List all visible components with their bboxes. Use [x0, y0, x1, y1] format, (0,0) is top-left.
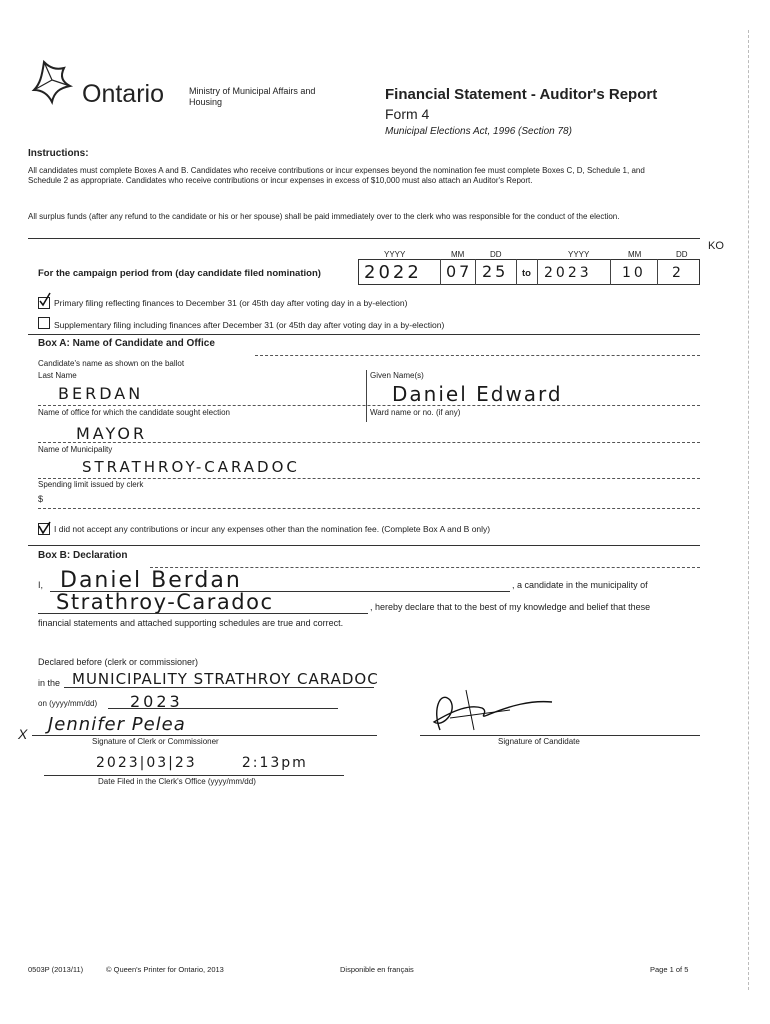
- box-a-heading: Box A: Name of Candidate and Office: [38, 338, 215, 349]
- spending-limit-label: Spending limit issued by clerk: [38, 480, 144, 489]
- spending-limit-value[interactable]: $: [38, 494, 44, 504]
- from-year[interactable]: 2022: [364, 262, 422, 283]
- date-filed-value[interactable]: 2023|03|23 2:13pm: [96, 755, 308, 771]
- given-names-label: Given Name(s): [370, 371, 424, 380]
- check-mark-icon: [38, 292, 52, 308]
- declaration-candidate-suffix: , a candidate in the municipality of: [512, 580, 648, 590]
- footer-form-code: 0503P (2013/11): [28, 965, 84, 974]
- date-filed-label: Date Filed in the Clerk's Office (yyyy/mm/dd): [98, 777, 256, 786]
- in-the-value[interactable]: MUNICIPALITY STRATHROY CARADOC: [72, 670, 379, 688]
- instructions-para2: All surplus funds (after any refund to the candidate or his or her spouse) shall be paid immediately over to the clerk who was responsible for the conduct of the election.: [28, 212, 620, 221]
- ballot-note: Candidate's name as shown on the ballot: [38, 359, 185, 368]
- declaration-text2: financial statements and attached supporting schedules are true and correct.: [38, 618, 344, 628]
- instructions-para1: All candidates must complete Boxes A and B. Candidates who receive contributions or incur expenses beyond the nomination fee must complete Boxes C, D, Schedule 1, and Schedule 2 as appropriate. Candidates who receive contributions or incur expenses in excess of $10,000 must also attach an Auditor's Report.: [28, 166, 645, 185]
- office-label: Name of office for which the candidate sought election: [38, 408, 230, 417]
- primary-filing-checkbox[interactable]: [38, 297, 50, 309]
- check-mark-icon: [38, 520, 52, 536]
- campaign-period-label: For the campaign period from (day candidate filed nomination): [38, 268, 321, 279]
- col-mm-to: MM: [628, 250, 642, 259]
- municipality-label: Name of Municipality: [38, 445, 113, 454]
- col-dd-to: DD: [676, 250, 688, 259]
- to-label: to: [522, 268, 531, 279]
- to-month[interactable]: 10: [622, 265, 646, 281]
- no-contributions-checkbox[interactable]: [38, 523, 50, 535]
- on-date-label: on (yyyy/mm/dd): [38, 699, 98, 708]
- last-name-value[interactable]: BERDAN: [58, 384, 144, 403]
- declared-before-label: Declared before (clerk or commissioner): [38, 657, 199, 667]
- from-month[interactable]: 07: [446, 262, 473, 281]
- trillium-icon: [30, 58, 76, 106]
- footer-copyright: © Queen's Printer for Ontario, 2013: [106, 965, 224, 974]
- col-dd-from: DD: [490, 250, 502, 259]
- form-act: Municipal Elections Act, 1996 (Section 78): [385, 126, 572, 137]
- footer-french: Disponible en français: [340, 965, 414, 974]
- primary-filing-label: Primary filing reflecting finances to December 31 (or 45th day after voting day in a by-election): [54, 298, 408, 308]
- form-title: Financial Statement - Auditor's Report: [385, 86, 658, 103]
- ontario-logo: [30, 58, 180, 108]
- declaration-text: , hereby declare that to the best of my knowledge and belief that these: [370, 602, 651, 612]
- col-yyyy-to: YYYY: [568, 250, 590, 259]
- clerk-signature[interactable]: Jennifer Pelea: [48, 714, 186, 735]
- clerk-signature-label: Signature of Clerk or Commissioner: [92, 737, 219, 746]
- last-name-label: Last Name: [38, 371, 77, 380]
- declaration-municipality[interactable]: Strathroy-Caradoc: [56, 590, 274, 614]
- candidate-signature[interactable]: [410, 670, 560, 740]
- to-day[interactable]: 2: [672, 265, 684, 281]
- margin-mark: KO: [708, 240, 724, 252]
- in-the-label: in the: [38, 678, 61, 688]
- box-b-heading: Box B: Declaration: [38, 550, 128, 561]
- on-date-value[interactable]: 2023: [130, 692, 183, 711]
- to-year[interactable]: 2023: [544, 265, 592, 281]
- logo-wordmark: Ontario: [82, 80, 164, 108]
- given-names-value[interactable]: Daniel Edward: [392, 382, 563, 406]
- form-number: Form 4: [385, 106, 430, 122]
- ward-label: Ward name or no. (if any): [370, 408, 461, 417]
- supplementary-filing-checkbox[interactable]: [38, 317, 50, 329]
- col-mm-from: MM: [451, 250, 465, 259]
- municipality-value[interactable]: STRATHROY-CARADOC: [82, 458, 300, 476]
- from-day[interactable]: 25: [482, 262, 509, 281]
- candidate-signature-label: Signature of Candidate: [498, 737, 580, 746]
- no-contributions-label: I did not accept any contributions or incur any expenses other than the nomination fee. (Complete Box A and B only): [54, 524, 491, 534]
- ministry-name: Ministry of Municipal Affairs and Housing: [189, 86, 316, 107]
- margin-x-mark: X: [18, 726, 28, 742]
- instructions-heading: Instructions:: [28, 148, 89, 159]
- office-value[interactable]: MAYOR: [76, 424, 148, 443]
- declaration-candidate-name[interactable]: Daniel Berdan: [60, 568, 242, 593]
- col-yyyy-from: YYYY: [384, 250, 406, 259]
- supplementary-filing-label: Supplementary filing including finances after December 31 (or 45th day after voting day in a by-election): [54, 320, 445, 330]
- declaration-i-label: I,: [38, 580, 44, 590]
- footer-page: Page 1 of 5: [650, 965, 689, 974]
